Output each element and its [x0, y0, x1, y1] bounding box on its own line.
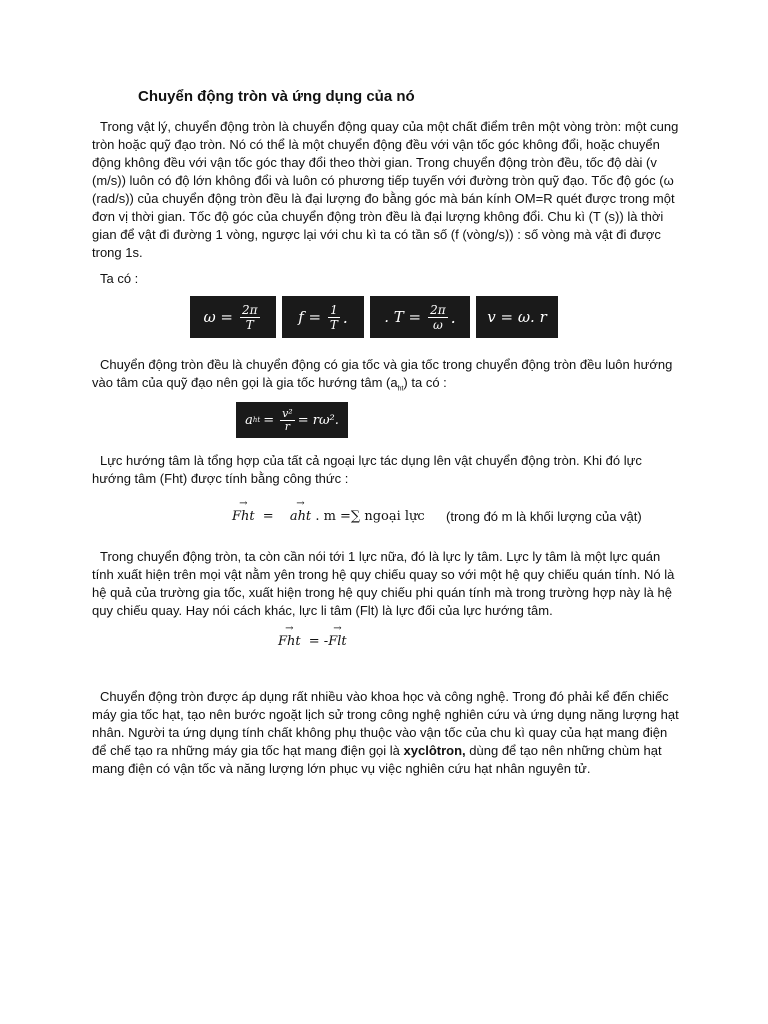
formula-omega: ω = $\frac{2\pi}{T}$ [190, 296, 276, 338]
paragraph-applications: Chuyển động tròn được áp dụng rất nhiều vào khoa học và công nghệ. Trong đó phải kể đến chiếc máy gia tốc hạt, tạo nên bước ngoặt lịch sử trong công nghệ nghiên cứu và ứng dụng năng lượng hạt nhân. Người ta ứng dụng tính chất không phụ thuộc vào vận tốc của chu kì quay của hạt mang điện để chế tạo ra những máy gia tốc hạt mang điện gọi là xyclôtron, dùng để tạo nên những chùm hạt mang điện có vận tốc và năng lượng lớn phục vụ việc nghiên cứu hạt nhân nguyên tử. [92, 689, 679, 776]
paragraph-centripetal-force: Lực hướng tâm là tổng hợp của tất cả ngoại lực tác dụng lên vật chuyển động tròn. Khi đó lực hướng tâm (Fht) được tính bằng công thức : [92, 453, 642, 486]
formula-centripetal-acceleration: a ht = $\frac{\text{v²}}{r}$ = rω². [236, 402, 348, 438]
paragraph-centrifugal: Trong chuyển động tròn, ta còn cần nói tới 1 lực nữa, đó là lực ly tâm. Lực ly tâm là một lực quán tính xuất hiện trên mọi vật nằm yên trong hệ quy chiếu quay so với một hệ quy chiếu quán tính. Nó là hệ quả của trường gia tốc, xuất hiện trong hệ quy chiếu phi quán tính mà trong trường hợp này là hệ quy chiếu quay. Hay nói cách khác, lực li tâm (Flt) là lực đối của lực hướng tâm. [92, 549, 675, 618]
paragraph-ta-co: Ta có : [100, 271, 139, 286]
paragraph-centripetal: Chuyển động tròn đều là chuyển động có gia tốc và gia tốc trong chuyển động tròn đều luôn hướng vào tâm của quỹ đạo nên gọi là gia tốc hướng tâm $(a_{ht})$ ta có : [92, 357, 673, 393]
cyclotron-term: xyclôtron, [403, 743, 466, 758]
formula-period: . T = $\frac{2\pi}{\omega}$ . [370, 296, 470, 338]
formula-velocity: v = ω. r [476, 296, 558, 338]
formula-centrifugal-force: → Fht = -→ Flt [278, 634, 347, 649]
paragraph-intro: Trong vật lý, chuyển động tròn là chuyển động quay của một chất điểm trên một vòng tròn: một cung tròn hoặc quỹ đạo tròn. Nó có thể là một chuyển động đều với vận tốc góc không đổi, hoặc chuyển động không đều với vận tốc góc thay đổi theo thời gian. Trong chuyển động tròn đều, tốc độ dài (v (m/s)) luôn có độ lớn không đổi và luôn có phương tiếp tuyến với đường tròn quỹ đạo. Tốc độ góc (ω (rad/s)) của chuyển động tròn đều là đại lượng đo bằng góc mà bán kính OM=R quét được trong một đơn vị thời gian. Tốc độ góc của chuyển động tròn đều là đại lượng không đổi. Chu kì (T (s)) là thời gian để vật đi đường 1 vòng, ngược lại với chu kì ta có tần số (f (vòng/s)) : số vòng mà vật đi được trong 1s. [92, 119, 679, 260]
page-title: Chuyển động tròn và ứng dụng của nó [138, 88, 415, 105]
formula-centripetal-force: → Fht = → aht . m =∑ ngoại lực [232, 509, 425, 524]
formula-frequency: f = $\frac{1}{T}$ . [282, 296, 364, 338]
formula-row [190, 296, 558, 338]
mass-note: (trong đó m là khối lượng của vật) [446, 509, 642, 524]
